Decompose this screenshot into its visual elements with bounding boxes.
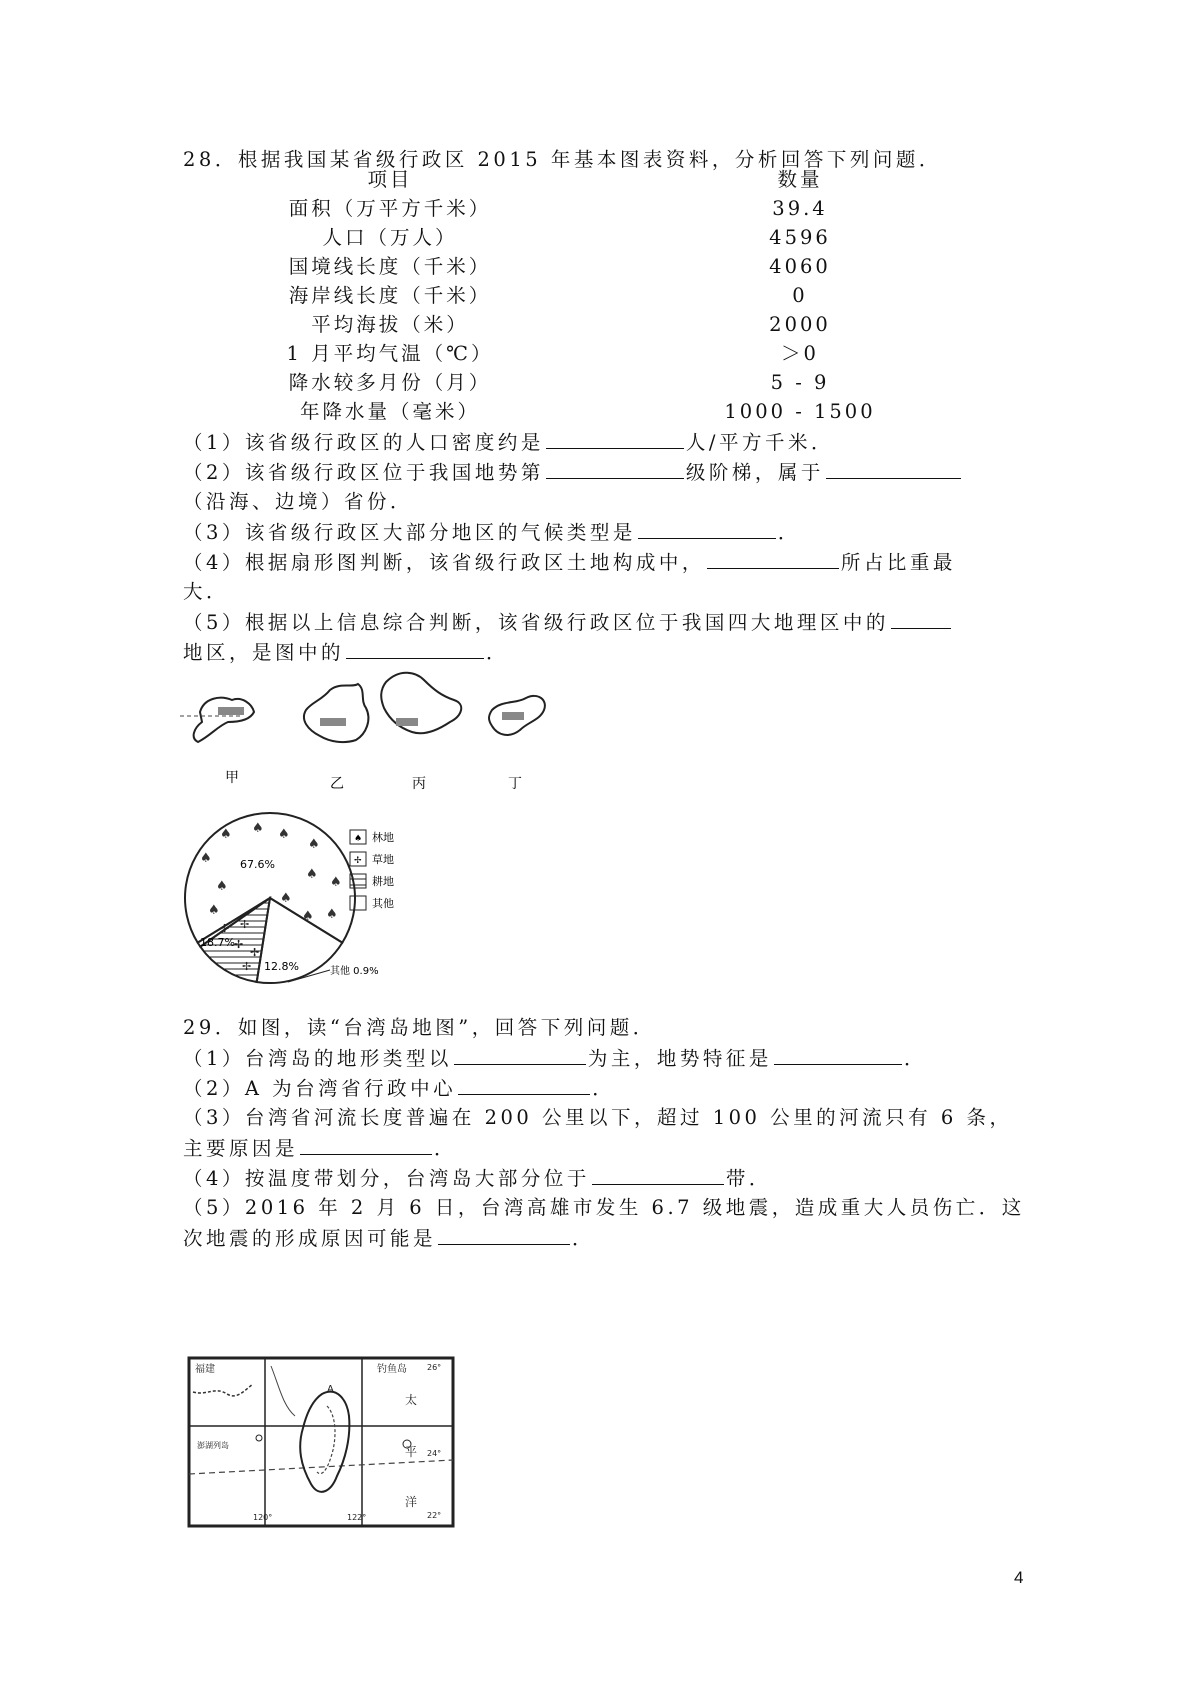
pie-label-forest: 67.6%	[240, 858, 275, 871]
table-cell-value: 0	[792, 284, 808, 307]
svg-text:♠: ♠	[200, 851, 212, 866]
legend-label-grassland: 草地	[372, 853, 394, 866]
table-cell-item: 平均海拔（米）	[311, 313, 469, 336]
q29-sub1	[183, 1044, 927, 1073]
q28-sub5-text-a: （5）根据以上信息综合判断，该省级行政区位于我国四大地理区中的	[183, 611, 889, 634]
svg-text:✢: ✢	[354, 856, 362, 866]
legend-label-forest: 林地	[372, 831, 394, 844]
table-cell-value: 5 - 9	[770, 371, 830, 394]
q28-sub2-text-a: （2）该省级行政区位于我国地势第	[183, 461, 544, 484]
table-cell-value: 39.4	[772, 197, 828, 220]
table-cell-value: 4060	[769, 255, 831, 278]
pie-legend	[350, 830, 394, 910]
answer-blank[interactable]	[438, 1224, 570, 1245]
answer-blank[interactable]	[638, 518, 776, 539]
map-label-ding: 丁	[508, 776, 522, 792]
lon-label-120: 120°	[253, 1513, 273, 1522]
map-label-diaoyu: 钓鱼岛	[377, 1364, 407, 1375]
q28-sub2-cont: （沿海、边境）省份．	[183, 490, 414, 513]
q28-sub1-text-b: 人/平方千米．	[685, 431, 834, 454]
table-cell-item: 国境线长度（千米）	[288, 255, 492, 278]
svg-text:✢: ✢	[220, 922, 230, 935]
svg-text:♠: ♠	[354, 834, 363, 844]
legend-swatch-farmland	[350, 874, 366, 888]
map-label-yi: 乙	[330, 776, 344, 792]
q29-sub4	[183, 1164, 772, 1193]
answer-blank[interactable]	[454, 1044, 586, 1065]
q29-sub2	[183, 1074, 615, 1103]
q28-sub2-text-b: 级阶梯，属于	[685, 461, 824, 484]
table-header-item: 项目	[367, 168, 413, 191]
q29-sub3-text-c: ．	[434, 1137, 458, 1160]
q29-sub5-text-b: 次地震的形成原因可能是	[183, 1227, 437, 1250]
map-label-penghu: 澎湖列岛	[197, 1441, 229, 1450]
q29-sub1-text-c: ．	[903, 1047, 927, 1070]
q28-sub5-text-c: ．	[486, 641, 510, 664]
svg-text:♠: ♠	[208, 903, 220, 918]
svg-text:♠: ♠	[278, 827, 290, 842]
q29-sub5-text-c: ．	[572, 1227, 596, 1250]
svg-text:♠: ♠	[280, 891, 292, 906]
q28-sub3-text-b: ．	[777, 521, 801, 544]
answer-blank[interactable]	[707, 548, 839, 569]
svg-text:✢: ✢	[250, 946, 260, 959]
answer-blank[interactable]	[592, 1164, 724, 1185]
table-cell-item: 1 月平均气温（℃）	[286, 342, 494, 365]
answer-blank[interactable]	[546, 458, 684, 479]
svg-text:♠: ♠	[330, 875, 342, 890]
q29-intro: 29．如图，读“台湾岛地图”，回答下列问题．	[183, 1016, 656, 1039]
land-use-pie-chart	[180, 810, 450, 985]
q28-sub4-cont: 大．	[183, 580, 230, 603]
table-cell-item: 降水较多月份（月）	[288, 371, 492, 394]
q29-sub3-text-b: 主要原因是	[183, 1137, 299, 1160]
q28-sub4-text-a: （4）根据扇形图判断，该省级行政区土地构成中，	[183, 551, 705, 574]
svg-text:♠: ♠	[220, 827, 232, 842]
lat-label-22: 22°	[427, 1511, 442, 1520]
legend-label-other: 其他	[372, 897, 394, 910]
map-label-fujian: 福建	[195, 1364, 215, 1375]
table-cell-item: 面积（万平方千米）	[288, 197, 492, 220]
taiwan-map-figure	[187, 1356, 457, 1531]
svg-text:✢: ✢	[242, 960, 252, 973]
map-label-box	[320, 718, 346, 726]
answer-blank[interactable]	[300, 1134, 432, 1155]
page-number: 4	[1014, 1568, 1024, 1587]
table-cell-item: 年降水量（毫米）	[299, 400, 480, 423]
answer-blank[interactable]	[458, 1074, 590, 1095]
map-label-bing: 丙	[412, 776, 426, 792]
province-shape-jia	[194, 698, 254, 742]
q28-sub4-text-b: 所占比重最	[840, 551, 956, 574]
q29-sub4-text-b: 带．	[725, 1167, 772, 1190]
table-cell-item: 海岸线长度（千米）	[288, 284, 492, 307]
answer-blank[interactable]	[774, 1044, 902, 1065]
map-label-ping: 平	[405, 1445, 418, 1459]
map-label-yang: 洋	[405, 1495, 418, 1509]
q29-sub4-text-a: （4）按温度带划分，台湾岛大部分位于	[183, 1167, 590, 1190]
pie-label-other: 其他 0.9%	[330, 966, 379, 977]
table-cell-value: ＞0	[781, 342, 819, 365]
map-label-box	[502, 712, 524, 720]
q29-sub1-text-b: 为主，地势特征是	[587, 1047, 772, 1070]
map-label-a: A	[327, 1384, 334, 1395]
answer-blank[interactable]	[826, 458, 961, 479]
q28-sub5	[183, 608, 953, 637]
svg-text:✢: ✢	[240, 918, 250, 931]
map-label-tai: 太	[405, 1393, 418, 1407]
table-cell-value: 1000 - 1500	[724, 400, 876, 423]
legend-swatch-other	[350, 896, 366, 910]
map-label-box	[218, 707, 244, 715]
svg-text:♠: ♠	[252, 821, 264, 836]
q29-sub5: （5）2016 年 2 月 6 日，台湾高雄市发生 6.7 级地震，造成重大人员伤亡．这	[183, 1196, 1025, 1219]
lat-label-24: 24°	[427, 1449, 442, 1458]
legend-label-farmland: 耕地	[372, 875, 394, 888]
q28-sub1-text-a: （1）该省级行政区的人口密度约是	[183, 431, 544, 454]
answer-blank[interactable]	[546, 428, 684, 449]
province-shape-yi	[304, 684, 368, 742]
q29-sub5-cont	[183, 1224, 595, 1253]
svg-text:♠: ♠	[306, 867, 318, 882]
answer-blank[interactable]	[891, 608, 951, 629]
q29-sub2-text-a: （2）A 为台湾省行政中心	[183, 1077, 457, 1100]
table-header-value: 数量	[777, 168, 823, 191]
lon-label-122: 122°	[347, 1513, 367, 1522]
q28-sub2	[183, 458, 963, 487]
map-label-box	[396, 718, 418, 726]
province-shape-bing	[381, 673, 461, 734]
q28-sub3	[183, 518, 801, 547]
svg-text:♠: ♠	[308, 837, 320, 852]
q29-sub1-text-a: （1）台湾岛的地形类型以	[183, 1047, 452, 1070]
table-cell-item: 人口（万人）	[322, 226, 458, 249]
pie-label-grassland: 18.7%	[200, 936, 235, 949]
q29-sub2-text-b: ．	[592, 1077, 616, 1100]
q29-sub3-cont	[183, 1134, 457, 1163]
q29-sub3: （3）台湾省河流长度普遍在 200 公里以下，超过 100 公里的河流只有 6 条，	[183, 1106, 1013, 1129]
pie-tree-symbols	[200, 821, 342, 924]
answer-blank[interactable]	[346, 638, 484, 659]
lat-label-26: 26°	[427, 1363, 442, 1372]
svg-text:♠: ♠	[302, 909, 314, 924]
pie-label-farmland: 12.8%	[264, 960, 299, 973]
svg-text:✢: ✢	[234, 938, 244, 951]
table-cell-value: 2000	[769, 313, 831, 336]
q28-sub5-text-b: 地区，是图中的	[183, 641, 345, 664]
q28-intro: 28．根据我国某省级行政区 2015 年基本图表资料，分析回答下列问题．	[183, 148, 942, 171]
province-maps-figure	[180, 660, 600, 800]
svg-text:♠: ♠	[216, 879, 228, 894]
q28-sub1	[183, 428, 834, 457]
svg-text:♠: ♠	[326, 907, 338, 922]
q28-sub3-text-a: （3）该省级行政区大部分地区的气候类型是	[183, 521, 636, 544]
table-cell-value: 4596	[769, 226, 831, 249]
map-label-jia: 甲	[225, 770, 239, 786]
q28-sub4	[183, 548, 956, 577]
